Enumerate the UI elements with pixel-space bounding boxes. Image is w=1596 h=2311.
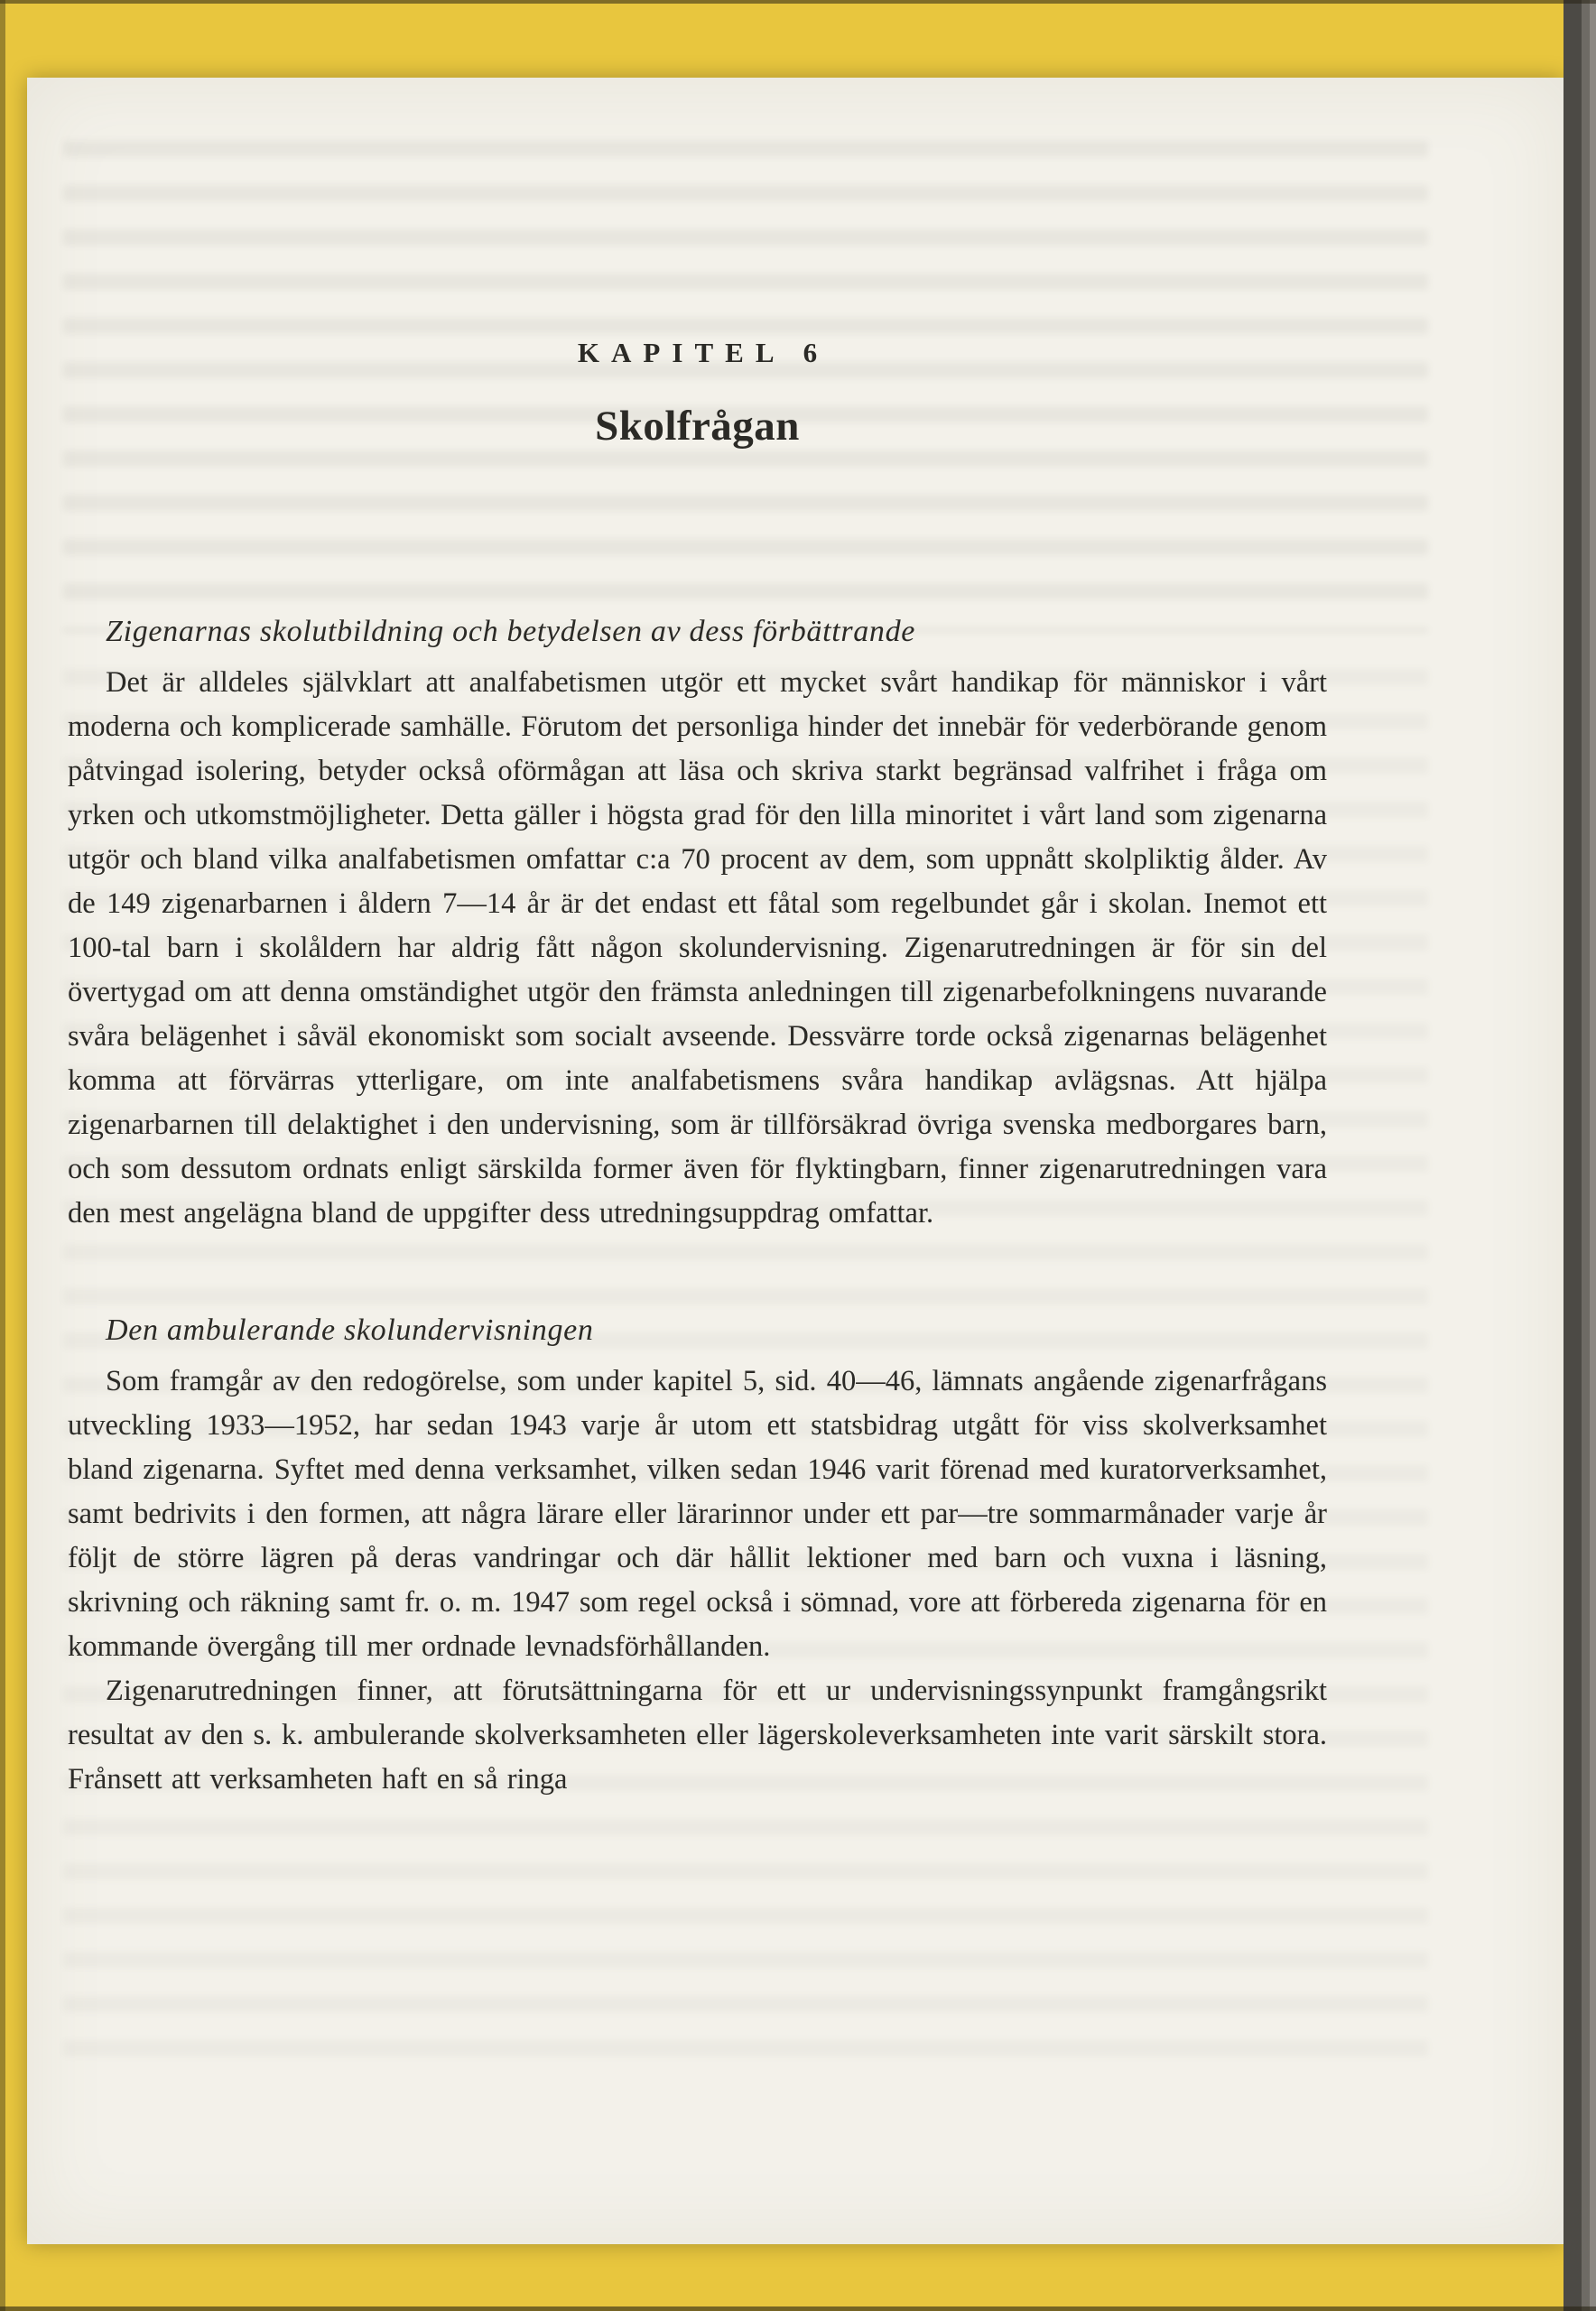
section-skolutbildning: [68, 615, 1327, 1236]
paragraph: Det är alldeles självklart att analfabetismen utgör ett mycket svårt handikap för människor i vårt moderna och komplicerade samhälle. Förutom det personliga hinder det innebär för vederbörande genom påtvingad isolering, betyder också oförmågan att läsa och skriva starkt begränsad valfrihet i fråga om yrken och utkomstmöjligheter. Detta gäller i högsta grad för den lilla minoritet i vårt land som zigenarna utgör och bland vilka analfabetismen omfattar c:a 70 procent av dem, som uppnått skolpliktig ålder. Av de 149 zigenarbarnen i åldern 7—14 år är det endast ett fåtal som regelbundet går i skolan. Inemot ett 100-tal barn i skolåldern har aldrig fått någon skolundervisning. Zigenarutredningen är för sin del övertygad om att denna omständighet utgör den främsta anledningen till zigenarbefolkningens nuvarande svåra belägenhet i såväl ekonomiskt som socialt avseende. Dessvärre torde också zigenarnas belägenhet komma att förvärras ytterligare, om inte analfabetismens svåra handikap avlägsnas. Att hjälpa zigenarbarnen till delaktighet i den undervisning, som är tillförsäkrad övriga svenska medborgares barn, och som dessutom ordnats enligt särskilda former även för flyktingbarn, finner zigenarutredningen vara den mest angelägna bland de uppgifter dess utredningsuppdrag omfattar.: [68, 666, 1327, 1230]
chapter-label: KAPITEL 6: [577, 337, 830, 368]
section-heading: Den ambulerande skolundervisningen: [106, 1313, 594, 1347]
page: [27, 78, 1564, 2244]
page-block-edge: [1564, 0, 1596, 2311]
section-ambulerande-skolundervisningen: [68, 1313, 1327, 1802]
section-heading: Zigenarnas skolutbildning och betydelsen av dess förbättrande: [106, 615, 916, 648]
scan-edge-top: [0, 0, 1596, 4]
page-content: [27, 78, 1564, 2244]
scan-edge-bottom: [0, 2306, 1596, 2311]
paragraph: Zigenarutredningen finner, att förutsättningarna för ett ur undervisningssynpunkt framgångsrikt resultat av den s. k. ambulerande skolverksamheten eller lägerskoleverksamheten inte varit särskilt stora. Frånsett att verksamheten haft en så ringa: [68, 1675, 1327, 1796]
paragraph: Som framgår av den redogörelse, som under kapitel 5, sid. 40—46, lämnats angående zigenarfrågans utveckling 1933—1952, har sedan 1943 varje år utom ett statsbidrag utgått för viss skolverksamhet bland zigenarna. Syftet med denna verksamhet, vilken sedan 1946 varit förenad med kuratorverksamhet, samt bedrivits i den formen, att några lärare eller lärarinnor under ett par—tre sommarmånader varje år följt de större lägren på deras vandringar och där hållit lektioner med barn och vuxna i läsning, skrivning och räkning samt fr. o. m. 1947 som regel också i sömnad, vore att förbereda zigenarna för en kommande övergång till mer ordnade levnadsförhållanden.: [68, 1365, 1327, 1663]
scan-edge-left: [0, 0, 5, 2311]
page-title: Skolfrågan: [595, 403, 800, 450]
